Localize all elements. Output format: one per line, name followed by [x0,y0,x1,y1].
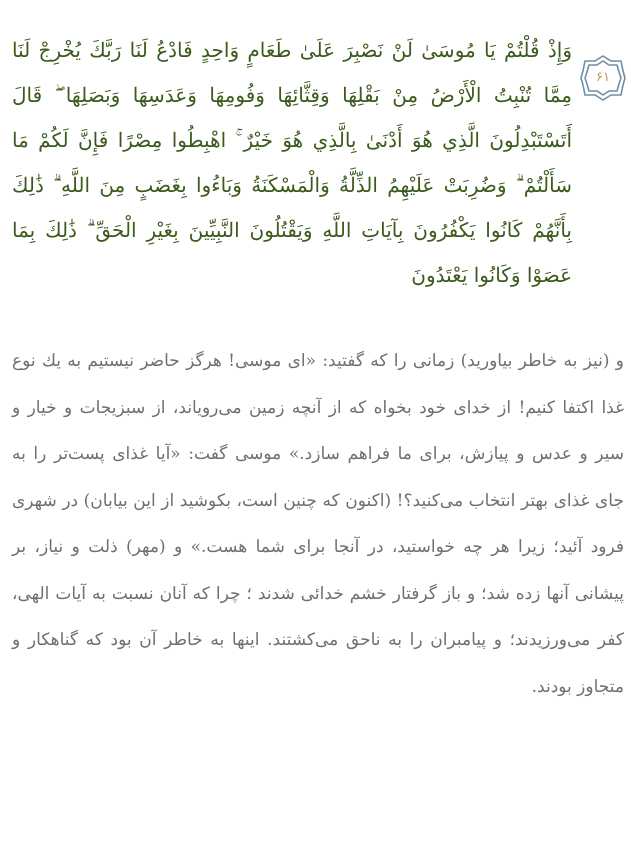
verse-number-badge [578,52,628,104]
verse-number: ۶۱ [596,70,610,85]
verse-translation: و (نیز به خاطر بیاورید) زمانی را که گفتید: «ای موسی! هرگز حاضر نیستیم به يك نوع غذا اکتفا کنیم! از خدای خود بخواه که از آنچه زمین می‌رویاند، از سبزیجات و خیار و سیر و عدس و پیازش، برای ما فراهم سازد.» موسی گفت: «آیا غذای پست‌تر را به جای غذای بهتر انتخاب می‌کنید؟! (اکنون که چنین است، بکوشید از این بیابان) در شهری فرود آئید؛ زیرا هر چه خواستید، در آنجا برای شما هست.» و (مهر) ذلت و نیاز، بر پیشانی آنها زده شد؛ و باز گرفتار خشم خدائی شدند ؛ چرا که آنان نسبت به آیات الهی، کفر می‌ورزیدند؛ و پیامبران را به ناحق می‌کشتند. اینها به خاطر آن بود که گناهکار و متجاوز بودند. [12,351,624,697]
verse-arabic-text: وَإِذْ قُلْتُمْ يَا مُوسَىٰ لَنْ نَصْبِرَ عَلَىٰ طَعَامٍ وَاحِدٍ فَادْعُ لَنَا رَبَّكَ يُخْرِجْ لَنَا مِمَّا تُنْبِتُ الْأَرْضُ مِنْ بَقْلِهَا وَقِثَّائِهَا وَفُومِهَا وَعَدَسِهَا وَبَصَلِهَا ۖ قَالَ أَتَسْتَبْدِلُونَ الَّذِي هُوَ أَدْنَىٰ بِالَّذِي هُوَ خَيْرٌ ۚ اهْبِطُوا مِصْرًا فَإِنَّ لَكُمْ مَا سَأَلْتُمْ ۗ وَضُرِبَتْ عَلَيْهِمُ الذِّلَّةُ وَالْمَسْكَنَةُ وَبَاءُوا بِغَضَبٍ مِنَ اللَّهِ ۗ ذَٰلِكَ بِأَنَّهُمْ كَانُوا يَكْفُرُونَ بِآيَاتِ اللَّهِ وَيَقْتُلُونَ النَّبِيِّينَ بِغَيْرِ الْحَقِّ ۗ ذَٰلِكَ بِمَا عَصَوْا وَكَانُوا يَعْتَدُونَ [12,38,572,287]
